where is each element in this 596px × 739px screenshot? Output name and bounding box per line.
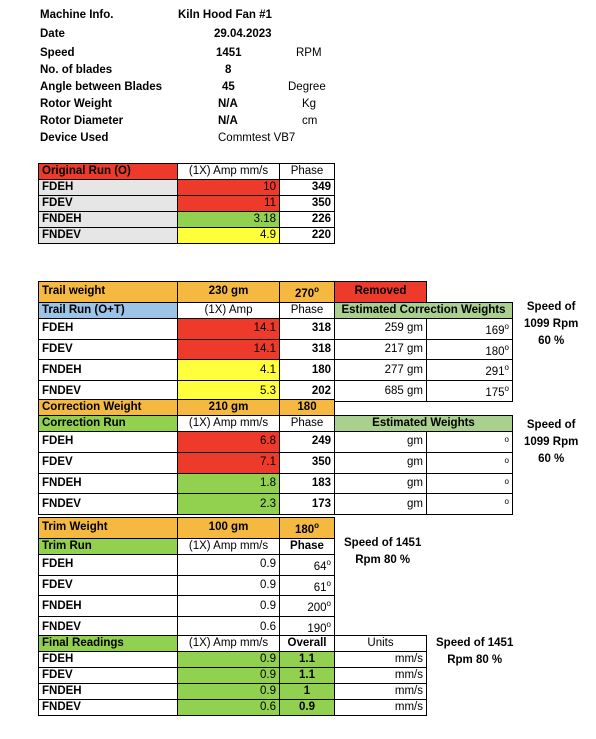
- angle-value: o: [427, 473, 513, 494]
- amp-value: 4.1: [178, 360, 280, 381]
- date-value: 29.04.2023: [214, 28, 272, 40]
- weight-value: gm: [335, 452, 427, 473]
- amp-value: 4.9: [178, 228, 280, 244]
- weight-value: 277 gm: [335, 360, 427, 381]
- phase-value: 202: [280, 381, 335, 402]
- table-row: [39, 652, 427, 668]
- amp-value: 10: [178, 180, 280, 196]
- amp-value: 0.9: [178, 652, 280, 668]
- amp-value: 14.1: [178, 339, 280, 360]
- correction-weight-value: 210 gm: [178, 400, 280, 416]
- row-label: FNDEV: [39, 617, 178, 638]
- device-value: Commtest VB7: [218, 132, 296, 144]
- row-label: FDEH: [39, 652, 178, 668]
- angle-value: 180$^o$: [427, 339, 513, 360]
- amp-header: (1X) Amp: [178, 302, 280, 318]
- overall-value: 0.9: [280, 700, 335, 716]
- device-label: Device Used: [40, 132, 109, 144]
- phase-header: Phase: [280, 538, 335, 554]
- row-label: FDEH: [39, 554, 178, 575]
- row-label: FNDEH: [39, 212, 178, 228]
- amp-value: 11: [178, 196, 280, 212]
- phase-value: 349: [280, 180, 335, 196]
- machine-label: Machine Info.: [40, 9, 114, 21]
- table-row: [39, 180, 335, 196]
- trim-weight-angle: 180$^o$: [280, 518, 335, 539]
- correction-weight-angle: 180: [280, 400, 335, 416]
- correction-speed-note: Speed of 1099 Rpm 60 %: [524, 419, 579, 465]
- row-label: FNDEV: [39, 700, 178, 716]
- phase-value: 180: [280, 360, 335, 381]
- table-row: [39, 228, 335, 244]
- angle-value: o: [427, 432, 513, 453]
- correction-run-title: Correction Run: [39, 416, 178, 432]
- phase-value: 249: [280, 432, 335, 453]
- table-row: [39, 700, 427, 716]
- trim-speed-note: Speed of 1451 Rpm 80 %: [344, 537, 422, 566]
- row-label: FNDEH: [39, 360, 178, 381]
- final-readings-title: Final Readings: [39, 636, 178, 652]
- overall-value: 1: [280, 684, 335, 700]
- table-row: [39, 494, 513, 515]
- phase-value: 61$^o$: [280, 575, 335, 596]
- amp-value: 1.8: [178, 473, 280, 494]
- table-row: [39, 432, 513, 453]
- speed-value: 1451: [216, 47, 242, 59]
- phase-value: 200$^o$: [280, 596, 335, 617]
- phase-value: 318: [280, 318, 335, 339]
- amp-value: 2.3: [178, 494, 280, 515]
- trail-weight-value: 230 gm: [178, 282, 280, 303]
- trail-weight-label: Trail weight: [39, 282, 178, 303]
- table-row: [39, 596, 335, 617]
- row-label: FDEH: [39, 180, 178, 196]
- amp-value: 0.9: [178, 596, 280, 617]
- row-label: FDEH: [39, 432, 178, 453]
- row-label: FNDEH: [39, 473, 178, 494]
- trail-speed-note: Speed of 1099 Rpm 60 %: [524, 301, 579, 347]
- degree-symbol: o: [314, 285, 320, 294]
- trim-run-table: [38, 517, 335, 638]
- speed-label: Speed: [40, 47, 75, 59]
- blades-value: 8: [225, 64, 232, 76]
- phase-value: 190$^o$: [280, 617, 335, 638]
- unit-value: mm/s: [335, 700, 427, 716]
- overall-value: 1.1: [280, 668, 335, 684]
- angle-value: o: [427, 494, 513, 515]
- phase-value: 64$^o$: [280, 554, 335, 575]
- overall-value: 1.1: [280, 652, 335, 668]
- row-label: FNDEH: [39, 596, 178, 617]
- correction-run-table: [38, 399, 513, 515]
- amp-value: 6.8: [178, 432, 280, 453]
- amp-value: 5.3: [178, 381, 280, 402]
- amp-value: 14.1: [178, 318, 280, 339]
- rotor-weight-value: N/A: [218, 98, 238, 110]
- phase-value: 173: [280, 494, 335, 515]
- table-row: [39, 196, 335, 212]
- overall-header: Overall: [280, 636, 335, 652]
- angle-value: 291$^o$: [427, 360, 513, 381]
- phase-header: Phase: [280, 302, 335, 318]
- row-label: FDEV: [39, 668, 178, 684]
- amp-value: 0.9: [178, 575, 280, 596]
- blades-label: No. of blades: [40, 64, 113, 76]
- weight-value: gm: [335, 473, 427, 494]
- amp-header: (1X) Amp mm/s: [178, 538, 280, 554]
- phase-header: Phase: [280, 164, 335, 180]
- trim-weight-value: 100 gm: [178, 518, 280, 539]
- table-row: [39, 684, 427, 700]
- row-label: FDEV: [39, 575, 178, 596]
- angle-value: 169$^o$: [427, 318, 513, 339]
- rotor-diameter-value: N/A: [218, 115, 238, 127]
- amp-header: (1X) Amp mm/s: [178, 164, 280, 180]
- trail-run-title: Trail Run (O+T): [39, 302, 178, 318]
- unit-value: mm/s: [335, 684, 427, 700]
- amp-header: (1X) Amp mm/s: [178, 416, 280, 432]
- row-label: FNDEV: [39, 228, 178, 244]
- table-row: [39, 318, 513, 339]
- phase-value: 350: [280, 452, 335, 473]
- unit-value: mm/s: [335, 652, 427, 668]
- trim-run-title: Trim Run: [39, 538, 178, 554]
- weight-value: 685 gm: [335, 381, 427, 402]
- rotor-diameter-unit: cm: [302, 115, 318, 127]
- weight-value: 259 gm: [335, 318, 427, 339]
- table-row: [39, 339, 513, 360]
- weight-value: gm: [335, 494, 427, 515]
- final-readings-table: [38, 635, 427, 716]
- row-label: FNDEH: [39, 684, 178, 700]
- estimated-weights-header: Estimated Weights: [335, 416, 513, 432]
- amp-value: 0.9: [178, 668, 280, 684]
- amp-value: 0.9: [178, 554, 280, 575]
- row-label: FDEV: [39, 452, 178, 473]
- estimated-correction-header: Estimated Correction Weights: [335, 302, 513, 318]
- amp-value: 3.18: [178, 212, 280, 228]
- correction-weight-label: Correction Weight: [39, 400, 178, 416]
- angle-value: 45: [222, 81, 235, 93]
- table-row: [39, 360, 513, 381]
- table-row: [39, 473, 513, 494]
- weight-value: gm: [335, 432, 427, 453]
- phase-value: 350: [280, 196, 335, 212]
- final-speed-note: Speed of 1451 Rpm 80 %: [436, 637, 514, 666]
- phase-value: 220: [280, 228, 335, 244]
- unit-value: mm/s: [335, 668, 427, 684]
- phase-value: 226: [280, 212, 335, 228]
- units-header: Units: [335, 636, 427, 652]
- amp-value: 7.1: [178, 452, 280, 473]
- row-label: FNDEV: [39, 494, 178, 515]
- date-label: Date: [40, 28, 65, 40]
- trail-run-table: [38, 281, 513, 402]
- speed-unit: RPM: [296, 47, 322, 59]
- amp-value: 0.9: [178, 684, 280, 700]
- table-row: [39, 554, 335, 575]
- machine-value: Kiln Hood Fan #1: [178, 9, 272, 21]
- table-row: [39, 452, 513, 473]
- row-label: FDEV: [39, 196, 178, 212]
- weight-value: 217 gm: [335, 339, 427, 360]
- original-run-title: Original Run (O): [39, 164, 178, 180]
- angle-value: o: [427, 452, 513, 473]
- rotor-weight-label: Rotor Weight: [40, 98, 112, 110]
- rotor-diameter-label: Rotor Diameter: [40, 115, 124, 127]
- table-row: [39, 668, 427, 684]
- row-label: FNDEV: [39, 381, 178, 402]
- phase-value: 183: [280, 473, 335, 494]
- table-row: [39, 575, 335, 596]
- amp-value: 0.6: [178, 617, 280, 638]
- amp-value: 0.6: [178, 700, 280, 716]
- angle-label: Angle between Blades: [40, 81, 163, 93]
- amp-header: (1X) Amp mm/s: [178, 636, 280, 652]
- phase-value: 318: [280, 339, 335, 360]
- phase-header: Phase: [280, 416, 335, 432]
- row-label: FDEV: [39, 339, 178, 360]
- row-label: FDEH: [39, 318, 178, 339]
- rotor-weight-unit: Kg: [302, 98, 317, 110]
- angle-value: 175$^o$: [427, 381, 513, 402]
- trim-weight-label: Trim Weight: [39, 518, 178, 539]
- angle-unit: Degree: [288, 81, 326, 93]
- original-run-table: [38, 163, 335, 244]
- table-row: [39, 212, 335, 228]
- trail-weight-angle: 270$^o$: [280, 282, 335, 303]
- removed-status: Removed: [335, 282, 427, 303]
